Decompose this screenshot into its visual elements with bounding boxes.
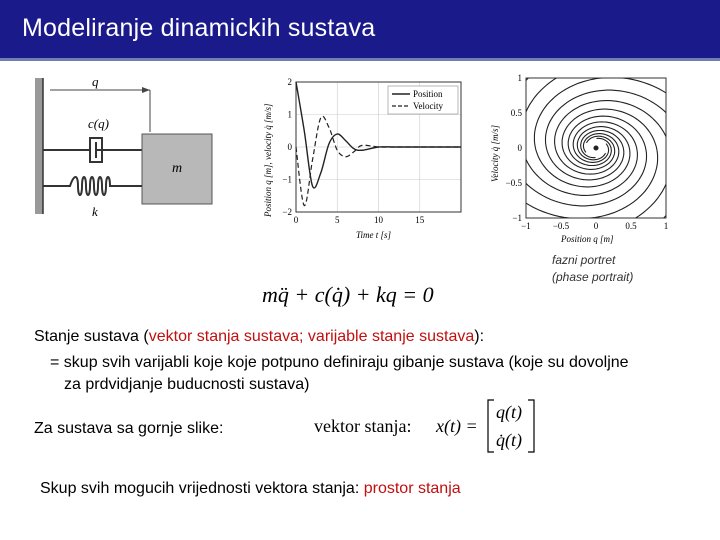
state-vector-bottom: q̇(t): [496, 430, 522, 450]
k-label: k: [92, 204, 98, 219]
caption-line-1: fazni portret: [552, 253, 616, 267]
phase-x-axis-label: Position q [m]: [561, 234, 614, 244]
phase-x-tick-label: −1: [521, 221, 531, 231]
state-vector-label: vektor stanja:: [314, 416, 412, 436]
time-y-tick-label: 0: [287, 142, 292, 152]
example-intro: Za sustava sa gornje slike:: [34, 420, 224, 437]
state-suffix: ):: [474, 328, 485, 345]
time-y-tick-label: −1: [282, 174, 292, 185]
phase-x-tick-label: 0.5: [625, 221, 637, 231]
caption-line-2: (phase portrait): [552, 270, 634, 284]
time-x-tick-label: 15: [415, 215, 425, 225]
equation-of-motion: mq̈ + c(q̇) + kq = 0: [262, 282, 434, 307]
phase-y-tick-label: −1: [512, 213, 522, 223]
phase-y-axis-label: Velocity q̇ [m/s]: [490, 125, 500, 182]
page-title: Modeliranje dinamickih sustava: [22, 14, 376, 42]
spring: [43, 177, 142, 195]
legend-velocity: Velocity: [413, 101, 443, 111]
phase-y-tick-label: 0: [517, 143, 522, 153]
phase-x-tick-label: −0.5: [552, 221, 570, 231]
time-y-tick-label: −2: [282, 207, 292, 217]
mass-label: m: [172, 161, 183, 176]
phase-x-tick-label: 1: [663, 221, 669, 231]
state-term-highlight: vektor stanja sustava; varijable stanje sustava: [148, 328, 475, 345]
equilibrium-point: [594, 146, 598, 150]
time-x-axis-label: Time t [s]: [356, 230, 392, 240]
state-space-term: prostor stanja: [363, 480, 461, 497]
legend-position: Position: [413, 89, 443, 99]
wall: [35, 78, 43, 214]
phase-portrait-caption: [552, 252, 633, 286]
damper-label: c(q): [88, 116, 109, 131]
phase-y-tick-label: 1: [517, 73, 522, 83]
title-underline: [0, 58, 720, 61]
phase-portrait-plot: [486, 70, 686, 250]
q-label: q: [92, 74, 99, 89]
state-space-prefix: Skup svih mogucih vrijednosti vektora stanja:: [40, 480, 364, 497]
state-vector-top: q(t): [496, 402, 522, 422]
state-definition-detail: = skup svih varijabli koje koje potpuno definiraju gibanje sustava (koje su dovoljne: [50, 354, 629, 371]
mass-spring-damper-diagram: [30, 70, 250, 220]
time-x-tick-label: 0: [293, 215, 299, 225]
state-definition-line: [34, 326, 484, 347]
time-x-tick-label: 10: [374, 215, 383, 225]
state-vector-lhs: x(t) =: [436, 416, 478, 436]
time-y-tick-label: 2: [287, 77, 292, 87]
phase-y-tick-label: −0.5: [505, 178, 522, 188]
time-response-plot: [258, 72, 468, 242]
time-y-tick-label: 1: [287, 109, 292, 120]
phase-y-tick-label: 0.5: [510, 108, 522, 118]
state-definition-detail-cont: za prdvidjanje buducnosti sustava): [64, 376, 310, 393]
state-space-line: [40, 478, 461, 499]
time-y-axis-label: Position q [m], velocity q̇ [m/s]: [263, 103, 273, 217]
phase-x-tick-label: 0: [593, 221, 599, 231]
title-bar: [0, 0, 720, 58]
state-prefix: Stanje sustava (: [34, 328, 149, 345]
time-plot-legend: [388, 86, 458, 114]
time-x-tick-label: 5: [335, 215, 340, 225]
